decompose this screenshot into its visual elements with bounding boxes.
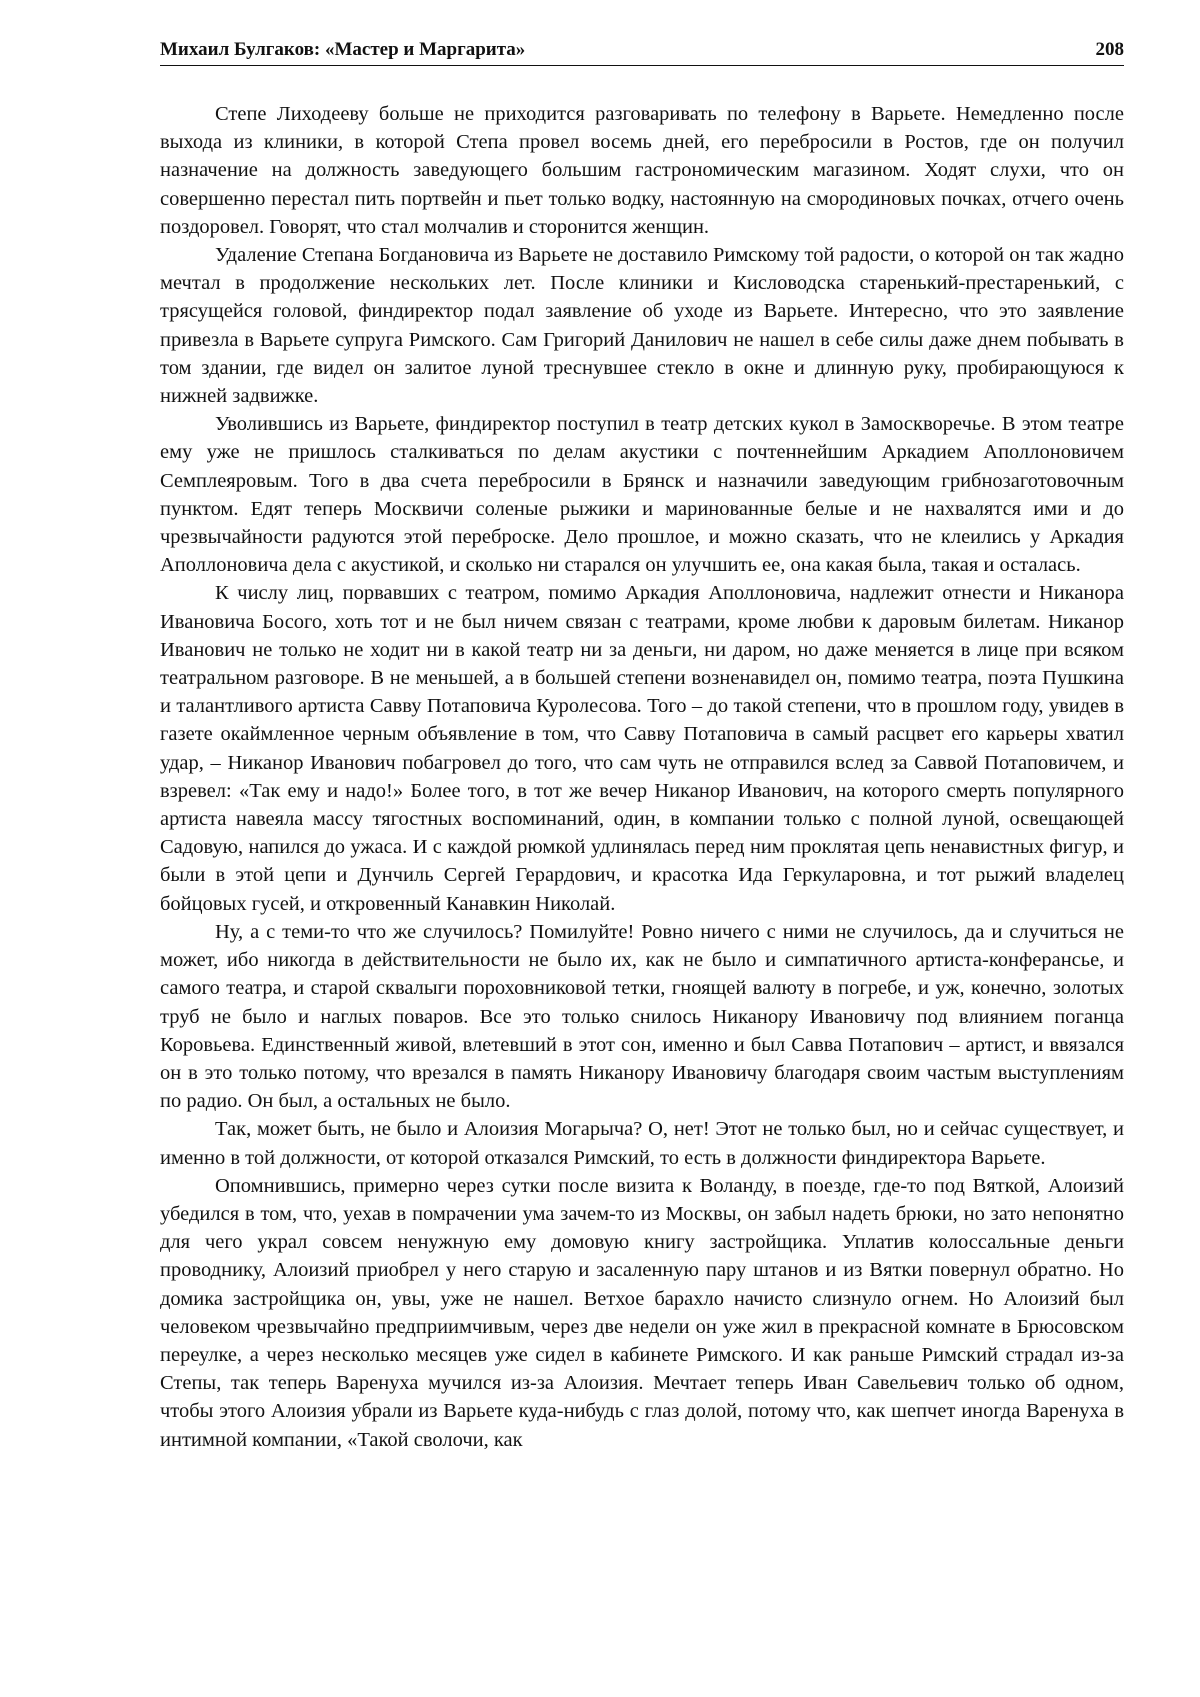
paragraph: Так, может быть, не было и Алоизия Могарыча? О, нет! Этот не только был, но и сейчас существует, и именно в той должности, от которой отказался Римский, то есть в должности финдиректора Варьете. — [160, 1118, 1124, 1169]
paragraph: К числу лиц, порвавших с театром, помимо Аркадия Аполлоновича, надлежит отнести и Никанора Ивановича Босого, хоть тот и не был ничем связан с театрами, кроме любви к даровым билетам. Никанор Иванович не только не ходит ни в какой театр ни за деньги, ни даром, но даже меняется в лице при всяком театральном разговоре. В не меньшей, а в большей степени возненавидел он, помимо театра, поэта Пушкина и талантливого артиста Савву Потаповича Куролесова. Того – до такой степени, что в прошлом году, увидев в газете окаймленное черным объявление в том, что Савву Потаповича в самый расцвет его карьеры хватил удар, – Никанор Иванович побагровел до того, что сам чуть не отправился вслед за Саввой Потаповичем, и взревел: «Так ему и надо!» Более того, в тот же вечер Никанор Иванович, на которого смерть популярного артиста навеяла массу тягостных воспоминаний, один, в компании только с полной луной, освещающей Садовую, напился до ужаса. И с каждой рюмкой удлинялась перед ним проклятая цепь ненавистных фигур, и были в этой цепи и Дунчиль Сергей Герардович, и красотка Ида Геркуларовна, и тот рыжий владелец бойцовых гусей, и откровенный Канавкин Николай. — [160, 582, 1124, 915]
body-text — [160, 100, 1124, 1454]
paragraph: Удаление Степана Богдановича из Варьете не доставило Римскому той радости, о которой он так жадно мечтал в продолжение нескольких лет. После клиники и Кисловодска старенький-престаренький, с трясущейся головой, финдиректор подал заявление об уходе из Варьете. Интересно, что это заявление привезла в Варьете супруга Римского. Сам Григорий Данилович не нашел в себе силы даже днем побывать в том здании, где видел он залитое луной треснувшее стекло в окне и длинную руку, пробирающуюся к нижней задвижке. — [160, 244, 1124, 408]
header-title: Михаил Булгаков: «Мастер и Маргарита» — [160, 39, 526, 60]
paragraph: Ну, а с теми-то что же случилось? Помилуйте! Ровно ничего с ними не случилось, да и случиться не может, ибо никогда в действительности не было их, как не было и симпатичного артиста-конферансье, и самого театра, и старой сквалыги пороховниковой тетки, гноящей валюту в погребе, и уж, конечно, золотых труб не было и наглых поваров. Все это только снилось Никанору Ивановичу под влиянием поганца Коровьева. Единственный живой, влетевший в этот сон, именно и был Савва Потапович – артист, и ввязался он в это только потому, что врезался в память Никанору Ивановичу благодаря своим частым выступлениям по радио. Он был, а остальных не было. — [160, 920, 1124, 1113]
page-number: 208 — [1095, 39, 1124, 60]
paragraph: Степе Лиходееву больше не приходится разговаривать по телефону в Варьете. Немедленно после выхода из клиники, в которой Степа провел восемь дней, его перебросили в Ростов, где он получил назначение на должность заведующего большим гастрономическим магазином. Ходят слухи, что он совершенно перестал пить портвейн и пьет только водку, настоянную на смородиновых почках, отчего очень поздоровел. Говорят, что стал молчалив и сторонится женщин. — [160, 103, 1124, 238]
paragraph: Опомнившись, примерно через сутки после визита к Воланду, в поезде, где-то под Вяткой, Алоизий убедился в том, что, уехав в помрачении ума зачем-то из Москвы, он забыл надеть брюки, но зато непонятно для чего украл совсем ненужную ему домовую книгу застройщика. Уплатив колоссальные деньги проводнику, Алоизий приобрел у него старую и засаленную пару штанов и из Вятки повернул обратно. Но домика застройщика он, увы, уже не нашел. Ветхое барахло начисто слизнуло огнем. Но Алоизий был человеком чрезвычайно предприимчивым, через две недели он уже жил в прекрасной комнате в Брюсовском переулке, а через несколько месяцев уже сидел в кабинете Римского. И как раньше Римский страдал из-за Степы, так теперь Варенуха мучился из-за Алоизия. Мечтает теперь Иван Савельевич только об одном, чтобы этого Алоизия убрали из Варьете куда-нибудь с глаз долой, потому что, как шепчет иногда Варенуха в интимной компании, «Такой сволочи, как — [160, 1174, 1124, 1451]
running-header — [160, 36, 1124, 66]
paragraph: Уволившись из Варьете, финдиректор поступил в театр детских кукол в Замоскворечье. В этом театре ему уже не пришлось сталкиваться по делам акустики с почтеннейшим Аркадием Аполлоновичем Семплеяровым. Того в два счета перебросили в Брянск и назначили заведующим грибнозаготовочным пунктом. Едят теперь Москвичи соленые рыжики и маринованные белые и не нахвалятся ими и до чрезвычайности радуются этой переброске. Дело прошлое, и можно сказать, что не клеились у Аркадия Аполлоновича дела с акустикой, и сколько ни старался он улучшить ее, она какая была, такая и осталась. — [160, 413, 1124, 577]
